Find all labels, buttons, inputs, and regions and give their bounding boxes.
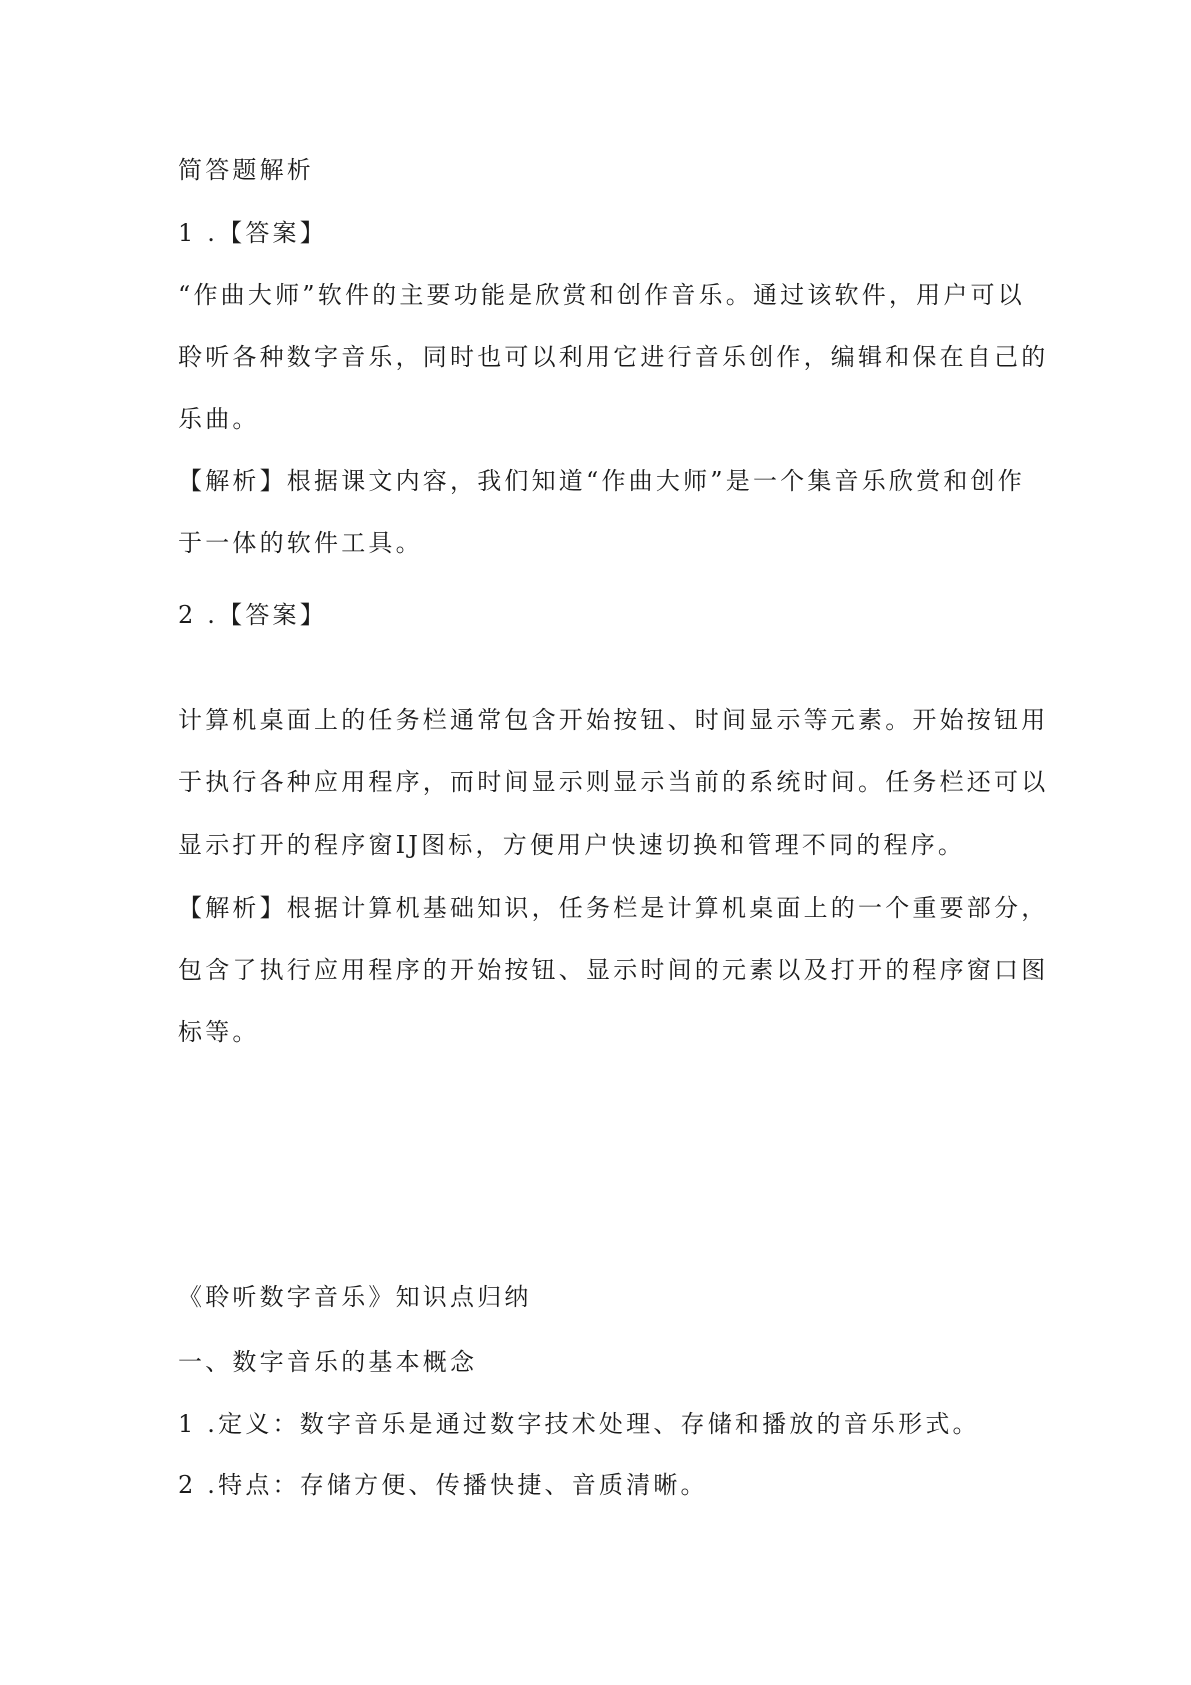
question-2-answer-line: 于执行各种应用程序，而时间显示则显示当前的系统时间。任务栏还可以 — [178, 768, 1049, 796]
question-1-label: 1 .【答案】 — [178, 219, 327, 247]
knowledge-item: 2 .特点：存储方便、传播快捷、音质清晰。 — [178, 1471, 708, 1499]
question-2-analysis-line: 【解析】根据计算机基础知识，任务栏是计算机桌面上的一个重要部分， — [178, 894, 1049, 922]
knowledge-subheading: 一、数字音乐的基本概念 — [178, 1348, 478, 1376]
question-2-label: 2 .【答案】 — [178, 601, 327, 629]
knowledge-item: 1 .定义：数字音乐是通过数字技术处理、存储和播放的音乐形式。 — [178, 1410, 980, 1438]
question-1-analysis-line: 于一体的软件工具。 — [178, 529, 423, 557]
section-heading: 简答题解析 — [178, 156, 314, 184]
question-1-analysis-line: 【解析】根据课文内容，我们知道“作曲大师”是一个集音乐欣赏和创作 — [178, 467, 1025, 495]
question-1-answer-line: 乐曲。 — [178, 405, 260, 433]
question-1-answer-line: “作曲大师”软件的主要功能是欣赏和创作音乐。通过该软件，用户可以 — [178, 281, 1025, 309]
question-1-answer-line: 聆听各种数字音乐，同时也可以利用它进行音乐创作，编辑和保在自己的 — [178, 343, 1049, 371]
question-2-analysis-line: 包含了执行应用程序的开始按钮、显示时间的元素以及打开的程序窗口图 — [178, 956, 1049, 984]
question-2-analysis-line: 标等。 — [178, 1018, 260, 1046]
question-2-answer-line: 计算机桌面上的任务栏通常包含开始按钮、时间显示等元素。开始按钮用 — [178, 706, 1049, 734]
question-2-answer-line: 显示打开的程序窗IJ图标，方便用户快速切换和管理不同的程序。 — [178, 831, 966, 859]
knowledge-heading: 《聆听数字音乐》知识点归纳 — [178, 1283, 532, 1311]
